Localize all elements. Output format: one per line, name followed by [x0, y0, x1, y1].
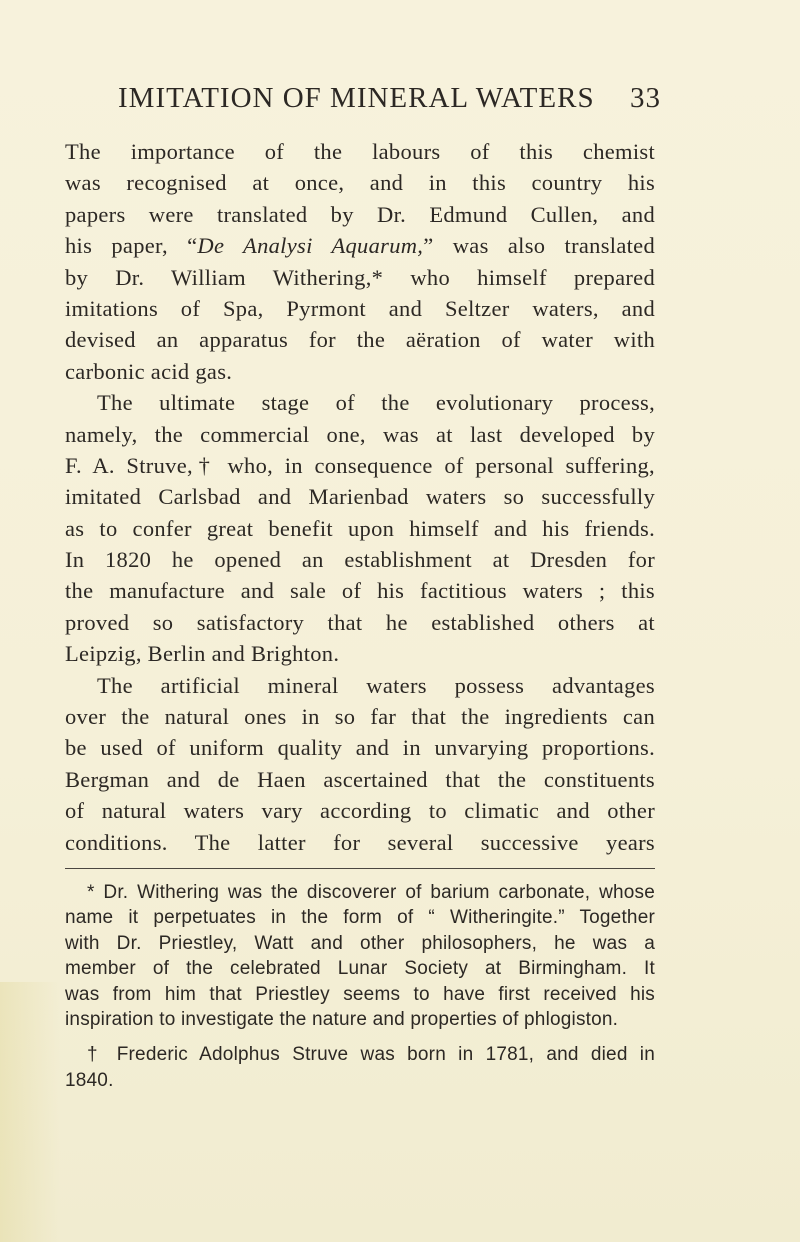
body-line: proved so satisfactory that he established others at: [65, 609, 655, 635]
footnote-line: * Dr. Withering was the discoverer of barium carbonate, whose: [87, 882, 655, 903]
body-line: by Dr. William Withering,* who himself prepared: [65, 264, 655, 290]
footnote-line: name it perpetuates in the form of “ Witheringite.” Together: [65, 907, 655, 929]
body-line: Bergman and de Haen ascertained that the constituents: [65, 766, 655, 792]
body-line-with-title: [65, 230, 655, 261]
body-line: imitations of Spa, Pyrmont and Seltzer waters, and: [65, 295, 655, 321]
footnote-divider: [65, 868, 655, 869]
body-line: carbonic acid gas.: [65, 358, 233, 384]
footnote-line: with Dr. Priestley, Watt and other philosophers, he was a: [65, 932, 655, 954]
body-line: F. A. Struve,† who, in consequence of personal suffering,: [65, 452, 655, 478]
footnote-line: member of the celebrated Lunar Society at Birmingham. It: [65, 958, 655, 980]
footnote-line: was from him that Priestley seems to have first received his: [65, 983, 655, 1005]
footnotes: [65, 880, 655, 1093]
body-line: be used of uniform quality and in unvarying proportions.: [65, 735, 655, 761]
chapter-title: IMITATION OF MINERAL WATERS: [118, 82, 595, 114]
page-number: 33: [630, 82, 661, 114]
body-line: The artificial mineral waters possess advantages: [97, 672, 655, 698]
body-line: papers were translated by Dr. Edmund Cullen, and: [65, 201, 655, 227]
body-line: imitated Carlsbad and Marienbad waters so successfully: [65, 484, 655, 510]
body-line: the manufacture and sale of his factitious waters ; this: [65, 578, 655, 604]
body-line: over the natural ones in so far that the ingredients can: [65, 704, 655, 730]
page-shading: [0, 982, 60, 1242]
body-line: namely, the commercial one, was at last developed by: [65, 421, 655, 447]
body-line: The ultimate stage of the evolutionary process,: [97, 390, 655, 416]
body-line-rest: ” was also translated: [423, 233, 655, 259]
body-line: In 1820 he opened an establishment at Dresden for: [65, 547, 655, 573]
footnote-line: 1840.: [65, 1069, 114, 1091]
body-line: Leipzig, Berlin and Brighton.: [65, 641, 340, 667]
body-line: of natural waters vary according to climatic and other: [65, 798, 655, 824]
body-line-lead: his paper, “: [65, 233, 198, 259]
footnote-gap: [65, 1032, 655, 1042]
latin-title: De Analysi Aquarum,: [197, 233, 424, 259]
body-line: conditions. The latter for several successive years: [65, 829, 655, 855]
body-text: [65, 136, 655, 858]
body-line: The importance of the labours of this chemist: [65, 139, 655, 164]
body-line: was recognised at once, and in this country his: [65, 170, 655, 196]
body-line: as to confer great benefit upon himself and his friends.: [65, 515, 655, 541]
body-line: devised an apparatus for the aëration of water with: [65, 327, 655, 353]
footnote-line: inspiration to investigate the nature and properties of phlogiston.: [65, 1008, 619, 1030]
footnote-line: † Frederic Adolphus Struve was born in 1781, and died in: [87, 1044, 655, 1066]
